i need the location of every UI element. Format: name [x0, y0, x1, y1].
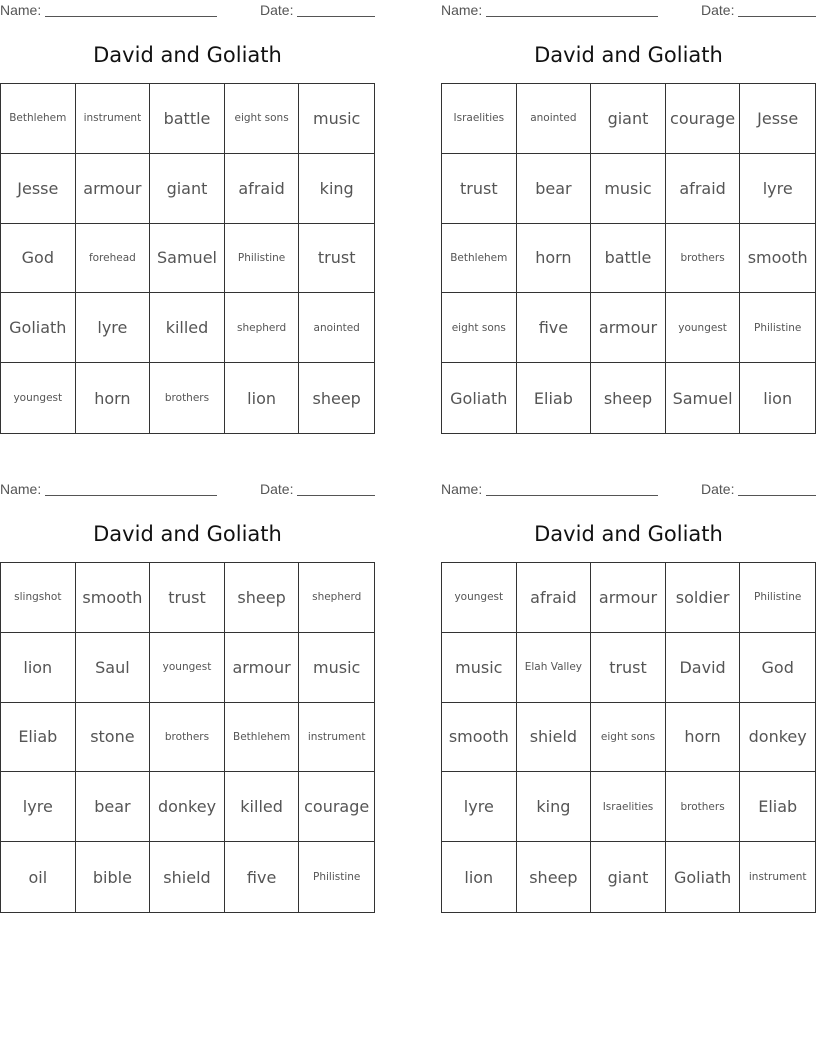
bingo-cell[interactable]: Eliab: [517, 363, 592, 433]
bingo-cell[interactable]: lyre: [1, 772, 76, 842]
bingo-cell[interactable]: battle: [150, 84, 225, 154]
bingo-cell[interactable]: sheep: [517, 842, 592, 912]
name-field[interactable]: [0, 2, 217, 18]
bingo-cell[interactable]: Philistine: [740, 293, 815, 363]
bingo-cell[interactable]: slingshot: [1, 563, 76, 633]
bingo-cell[interactable]: instrument: [299, 703, 374, 773]
bingo-cell[interactable]: Samuel: [666, 363, 741, 433]
name-blank-line[interactable]: [45, 16, 217, 17]
bingo-cell[interactable]: lyre: [740, 154, 815, 224]
bingo-card-2: [441, 0, 816, 440]
bingo-cell[interactable]: music: [299, 633, 374, 703]
card-title: David and Goliath: [93, 43, 282, 67]
bingo-cell[interactable]: bible: [76, 842, 151, 912]
bingo-cell[interactable]: trust: [150, 563, 225, 633]
bingo-card-4: [441, 479, 816, 919]
date-blank-line[interactable]: [738, 495, 816, 496]
bingo-cell[interactable]: giant: [150, 154, 225, 224]
date-label: Date:: [260, 2, 294, 18]
bingo-cell[interactable]: youngest: [1, 363, 76, 433]
bingo-cell[interactable]: donkey: [740, 703, 815, 773]
name-blank-line[interactable]: [45, 495, 217, 496]
bingo-cell[interactable]: lyre: [442, 772, 517, 842]
bingo-cell[interactable]: afraid: [517, 563, 592, 633]
bingo-grid: [0, 562, 375, 913]
card-title: David and Goliath: [534, 522, 723, 546]
name-field[interactable]: [441, 2, 658, 18]
bingo-cell[interactable]: Eliab: [740, 772, 815, 842]
bingo-cell[interactable]: forehead: [76, 224, 151, 294]
bingo-cell[interactable]: courage: [299, 772, 374, 842]
name-field[interactable]: [0, 481, 217, 497]
bingo-cell[interactable]: Bethlehem: [1, 84, 76, 154]
bingo-cell[interactable]: instrument: [76, 84, 151, 154]
bingo-cell[interactable]: Elah Valley: [517, 633, 592, 703]
bingo-cell[interactable]: shield: [150, 842, 225, 912]
bingo-cell[interactable]: shield: [517, 703, 592, 773]
bingo-cell[interactable]: eight sons: [442, 293, 517, 363]
bingo-cell[interactable]: eight sons: [225, 84, 300, 154]
bingo-cell[interactable]: battle: [591, 224, 666, 294]
name-blank-line[interactable]: [486, 16, 658, 17]
bingo-cell[interactable]: Saul: [76, 633, 151, 703]
card-title: David and Goliath: [534, 43, 723, 67]
bingo-cell[interactable]: Philistine: [313, 871, 361, 884]
bingo-cell[interactable]: smooth: [442, 703, 517, 773]
bingo-cell[interactable]: armour: [76, 154, 151, 224]
bingo-cell[interactable]: lion: [763, 388, 793, 408]
bingo-cell[interactable]: horn: [76, 363, 151, 433]
bingo-cell[interactable]: trust: [591, 633, 666, 703]
bingo-cell[interactable]: Jesse: [740, 84, 815, 154]
bingo-cell[interactable]: smooth: [740, 224, 815, 294]
bingo-cell[interactable]: smooth: [76, 563, 151, 633]
bingo-cell[interactable]: lion: [225, 363, 300, 433]
bingo-card-1: [0, 0, 375, 440]
bingo-cell[interactable]: music: [299, 84, 374, 154]
card-title: David and Goliath: [93, 522, 282, 546]
name-label: Name:: [441, 481, 483, 497]
bingo-cell[interactable]: afraid: [666, 154, 741, 224]
bingo-cell[interactable]: trust: [299, 224, 374, 294]
bingo-cell[interactable]: king: [299, 154, 374, 224]
date-label: Date:: [260, 481, 294, 497]
bingo-cell[interactable]: horn: [517, 224, 592, 294]
bingo-cell[interactable]: soldier: [666, 563, 741, 633]
bingo-cell[interactable]: oil: [1, 842, 76, 912]
bingo-cell[interactable]: king: [517, 772, 592, 842]
bingo-cell[interactable]: Goliath: [666, 842, 741, 912]
bingo-cell[interactable]: armour: [225, 633, 300, 703]
bingo-cell[interactable]: horn: [666, 703, 741, 773]
bingo-cell[interactable]: sheep: [312, 388, 361, 408]
date-field[interactable]: [260, 2, 375, 18]
bingo-card-3: [0, 479, 375, 919]
bingo-cell[interactable]: Bethlehem: [225, 703, 300, 773]
bingo-cell[interactable]: instrument: [748, 871, 807, 884]
bingo-cell[interactable]: bear: [76, 772, 151, 842]
bingo-cell[interactable]: sheep: [591, 363, 666, 433]
bingo-cell[interactable]: Goliath: [442, 363, 517, 433]
bingo-cell[interactable]: shepherd: [299, 563, 374, 633]
date-blank-line[interactable]: [297, 495, 375, 496]
bingo-cell[interactable]: Eliab: [1, 703, 76, 773]
bingo-cell[interactable]: Goliath: [1, 293, 76, 363]
bingo-cell[interactable]: shepherd: [225, 293, 300, 363]
bingo-cell[interactable]: anointed: [299, 293, 374, 363]
bingo-cell[interactable]: giant: [591, 842, 666, 912]
bingo-cell[interactable]: lion: [442, 842, 517, 912]
name-label: Name:: [0, 2, 42, 18]
bingo-cell[interactable]: Jesse: [1, 154, 76, 224]
bingo-cell[interactable]: Israelities: [442, 84, 517, 154]
name-blank-line[interactable]: [486, 495, 658, 496]
bingo-cell[interactable]: armour: [591, 563, 666, 633]
bingo-cell[interactable]: music: [442, 633, 517, 703]
date-field[interactable]: [701, 2, 816, 18]
name-label: Name:: [441, 2, 483, 18]
bingo-cell[interactable]: courage: [666, 84, 741, 154]
bingo-cell[interactable]: killed: [225, 772, 300, 842]
bingo-cell[interactable]: Bethlehem: [442, 224, 517, 294]
bingo-cell[interactable]: brothers: [666, 772, 741, 842]
bingo-cell[interactable]: anointed: [517, 84, 592, 154]
bingo-cell[interactable]: brothers: [666, 224, 741, 294]
bingo-cell[interactable]: David: [666, 633, 741, 703]
date-blank-line[interactable]: [738, 16, 816, 17]
bingo-cell[interactable]: youngest: [666, 293, 741, 363]
bingo-grid: [441, 83, 816, 434]
bingo-cell[interactable]: lion: [1, 633, 76, 703]
date-field[interactable]: [260, 481, 375, 497]
bingo-cell[interactable]: Philistine: [740, 563, 815, 633]
name-field[interactable]: [441, 481, 658, 497]
bingo-cell[interactable]: eight sons: [591, 703, 666, 773]
bingo-cell[interactable]: giant: [591, 84, 666, 154]
bingo-cell[interactable]: God: [740, 633, 815, 703]
bingo-cell[interactable]: youngest: [442, 563, 517, 633]
bingo-cell[interactable]: five: [517, 293, 592, 363]
bingo-cell[interactable]: sheep: [225, 563, 300, 633]
name-label: Name:: [0, 481, 42, 497]
bingo-cell[interactable]: brothers: [150, 363, 225, 433]
bingo-cell[interactable]: trust: [442, 154, 517, 224]
bingo-cell[interactable]: music: [591, 154, 666, 224]
date-blank-line[interactable]: [297, 16, 375, 17]
bingo-cell[interactable]: five: [225, 842, 300, 912]
date-field[interactable]: [701, 481, 816, 497]
bingo-cell[interactable]: brothers: [150, 703, 225, 773]
bingo-cell[interactable]: Israelities: [591, 772, 666, 842]
bingo-cell[interactable]: youngest: [150, 633, 225, 703]
bingo-cell[interactable]: God: [1, 224, 76, 294]
bingo-cell[interactable]: afraid: [225, 154, 300, 224]
bingo-cell[interactable]: Samuel: [150, 224, 225, 294]
bingo-grid: [441, 562, 816, 913]
date-label: Date:: [701, 2, 735, 18]
bingo-cell[interactable]: killed: [150, 293, 225, 363]
bingo-cell[interactable]: donkey: [150, 772, 225, 842]
bingo-cell[interactable]: armour: [591, 293, 666, 363]
bingo-cell[interactable]: lyre: [76, 293, 151, 363]
date-label: Date:: [701, 481, 735, 497]
bingo-cell[interactable]: bear: [517, 154, 592, 224]
bingo-grid: [0, 83, 375, 434]
bingo-cell[interactable]: stone: [76, 703, 151, 773]
bingo-cell[interactable]: Philistine: [225, 224, 300, 294]
